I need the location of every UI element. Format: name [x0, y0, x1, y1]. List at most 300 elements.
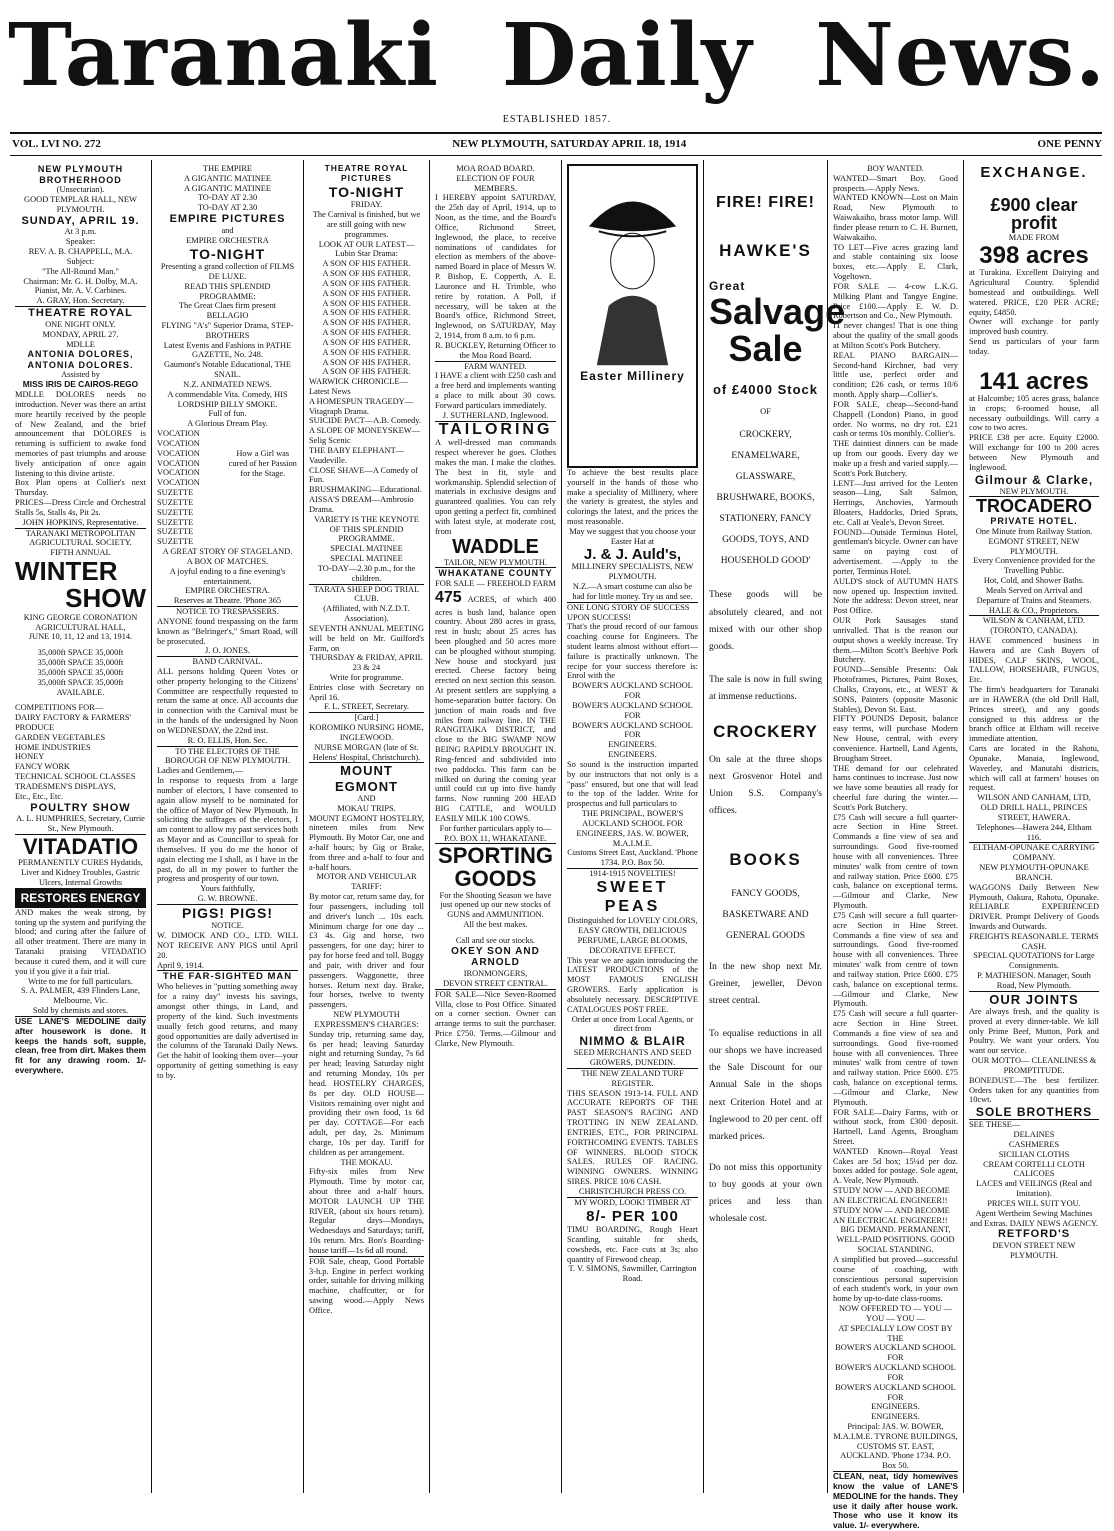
ad-body: Carts are located in the Rahotu, Opunake, Manaia, Inglewood, Waverley, and Manutahi districts, which will call at farmers' houses on request. [969, 744, 1099, 793]
ad-text: NEW PLYMOUTH. [999, 486, 1069, 496]
waddle-heading: WADDLE [452, 535, 539, 558]
classified-ad: FOUND—Outside Terminus Hotel, gentleman's bicycle. Owner can have same on paying cost of advertisement. —Apply to the porter, Terminus Hotel. [833, 527, 958, 576]
ad-heading: THEATRE ROYAL [28, 307, 133, 319]
ad-heading: NOTICE TO TRESPASSERS. [176, 607, 279, 617]
ad-text: MONDAY, APRIL 27. [42, 329, 119, 339]
ad-heading: TO-NIGHT [328, 183, 405, 200]
ad-heading: ANTONIA DOLORES, [27, 349, 134, 360]
ad-text: TARANAKI METROPOLITAN AGRICULTURAL SOCIETY. [25, 528, 136, 548]
classified-ad: WANTED Known—Royal Yeast Cakes are 5d box; 15¼d per doz. boxes added for postage. Sole agent, A. Veale, New Plymouth. [833, 1146, 958, 1186]
ad-text: HALE & CO., Proprietors. [988, 605, 1080, 615]
ad-text: A joyful ending to a fine evening's entertainment. [169, 566, 286, 586]
ad-text: FIFTH ANNUAL [50, 548, 111, 558]
classified-ad: £75 Cash will secure a full quarter-acre Section in Hine Street. Commands a fine view of sea and surroundings. Good five-roomed house with all conveniences. Three minutes' walk from centre of town and railway station. Price £600. £75 cash, balance on exceptional terms.—Gilmour and Clarke, New Plymouth. [833, 910, 958, 1009]
ad-text: F. L. STREET, Secretary. [324, 702, 409, 712]
program-item: AISSA'S DREAM—Ambrosio Drama. [309, 495, 414, 514]
program-item: Full of fun. [208, 409, 247, 419]
gilmour-clarke-heading: Gilmour & Clarke, [974, 472, 1094, 487]
ad-text: FRIDAY. [350, 200, 383, 210]
classified-ad: OUR Pork Sausages stand unrivalled. That is the reason our output shows a weekly increase. Try them.—Milton Scott's Beehive Pork Butchery. [833, 616, 958, 665]
classified-ad: AULD'S stock of AUTUMN HATS now opened up. Inspection invited. Note the address: Devon street, near Post Office. [833, 576, 958, 616]
ad-text: Yours faithfully, [200, 884, 255, 894]
fancy-goods: FANCY GOODS, BASKETWARE AND GENERAL GOODS [722, 889, 809, 941]
vocation-block [157, 429, 298, 547]
study-line: AN ELECTRICAL ENGINEER!! [833, 1215, 948, 1225]
ad-heading: TO-NIGHT [189, 245, 266, 262]
ad-text: Write to me for full particulars. [28, 976, 133, 986]
ad-text: MY WORD, LOOK! TIMBER AT [574, 1197, 691, 1207]
ad-text: May we suggest that you choose your Easter Hat at [569, 526, 696, 546]
vocation-line: VOCATION [157, 468, 200, 478]
ad-text: How a Girl was cured of her Passion for the Stage. [228, 449, 297, 478]
competition-item: HONEY [15, 752, 45, 762]
classified-ad: LENT—Just arrived for the Lenten season—Ling, Salt Salmon, Herrings, Anchovies, Yarmouth Bloaters, Haddocks, Dried Sprats, etc. Call at Veale's, Devon Street. [833, 478, 958, 527]
ad-text: A GREAT STORY OF STAGELAND. [162, 547, 293, 557]
stock-heading: of £4000 Stock [712, 382, 819, 398]
aulds-heading: J. & J. Auld's, [583, 545, 682, 563]
ad-body: AND makes the weak strong, by toning up the system and purifying the blood; and curing after the failure of all other treatment. There are many in Taranaki praising VITADATIO because it cured them, and it will cure you if you give it a fair trial. [15, 907, 146, 976]
program-item: THE BABY ELEPHANT—Vaudeville. [309, 445, 405, 465]
sporting-goods-heading: SPORTING GOODS [438, 843, 553, 892]
ad-body: USE LANE'S MEDOLINE daily after housework is done. It keeps the hands soft, supple, clean, free from dirt. Makes them fit for any drawing room. 1/- everywhere. [15, 1015, 146, 1075]
ad-text: 1914-1915 NOVELTIES! [589, 869, 676, 879]
ad-body: I HAVE a client with £250 cash and a free herd and implements wanting a place to milk about 30 cows. Forward particulars immediately. [435, 371, 556, 410]
ad-body: PRICES—Dress Circle and Orchestral Stalls 5s, Stalls 4s, Pit 2s. [15, 498, 146, 517]
ad-text: One Minute from Railway Station. [975, 526, 1093, 536]
ad-text: "The All-Round Man." [42, 266, 119, 276]
ad-text: MISS IRIS DE CAIROS-REGO [22, 379, 139, 390]
ad-heading: MOKAU TRIPS. [337, 803, 396, 813]
ad-text: DEVON STREET CENTRAL. [443, 978, 548, 988]
ad-heading: EMPIRE PICTURES [169, 213, 286, 226]
program-item: BRUSHMAKING—Educational. [309, 485, 422, 495]
ad-text: (Affiliated, with N.Z.D.T. Association). [323, 604, 410, 624]
ad-text: JOHN HOPKINS, Representative. [22, 517, 139, 527]
ad-text: AND [357, 793, 376, 803]
ad-body: CLEAN, neat, tidy homewives know the value of LANE'S MEDOLINE for the hands. They use it daily after house work. Those who use it know its value. 1/- everywhere. [833, 1471, 958, 1531]
ad-body: To achieve the best results place yourself in the hands of those who make a speciality of Millinery, where the variety is greatest, the styles and colorings the latest, and the prices the most reasonable. [567, 468, 698, 527]
fire-heading: FIRE! FIRE! [716, 194, 815, 211]
classified-ad: FIFTY POUNDS Deposit, balance easy terms, will purchase Modern New House, central, with every convenience. Hartnell, Land Agents, Brougham Street. [833, 714, 958, 763]
ad-text: Distinguished for LOVELY COLORS, EASY GROWTH, DELICIOUS PERFUME, LARGE BLOOMS, DECORATIVE EFFECT. [567, 916, 698, 955]
ad-text: G. W. BROWNE. [197, 894, 258, 904]
ad-text: MOTOR AND VEHICULAR TARIFF: [316, 872, 417, 892]
rule [10, 132, 1102, 134]
ad-text: A BOX OF MATCHES. [186, 556, 269, 566]
ad-text: OUR MOTTO— CLEANLINESS & PROMPTITUDE. [971, 1056, 1097, 1075]
ad-body: TIMU BOARDING, Rough Heart Scantling, suitable for sheds, cowsheds, etc. Face cuts at 3s; also quantity of Firewood cheap. [567, 1225, 698, 1264]
ad-text: S. A. PALMER, 439 Flinders Lane, Melbourne, Vic. [20, 986, 141, 1006]
competition-item: GARDEN VEGETABLES [15, 732, 106, 742]
classified-ad: REAL PIANO BARGAIN—Second-hand Kirchner, bad very little use, perfect order and condition; £26 cash, or terms 10/6 month. Apply sharp—Collier's. [833, 350, 958, 400]
son-line: A SON OF HIS FATHER. [322, 328, 411, 338]
vocation-line: VOCATION [157, 478, 200, 488]
ad-text: FOR SALE — FREEHOLD FARM [435, 578, 556, 588]
ad-text: Pianist, Mr. A. V. Carbines. [34, 286, 127, 296]
ad-heading: MOA ROAD BOARD. [456, 164, 535, 173]
ad-body: The firm's headquarters for Taranaki are in HAWERA (the old Drill Hall, Princes street), and any goods consigned to this address or the branch office at Eltham will receive immediate attention. [969, 685, 1099, 744]
ad-text: At 3 p.m. [64, 227, 97, 237]
ad-body: HAVE commenced business in Hawera and are Cash Buyers of HIDES, CALF SKINS, WOOL, TALLOW, HORSEHAIR, FUNGUS, Etc. [969, 635, 1099, 685]
classified-ad: FOR SALE—Dairy Farms, with or without stock, from £300 deposit. Hartnell, Land Agents, Brougham Street. [833, 1107, 958, 1146]
ad-text: THE PRINCIPAL, BOWER'S AUCKLAND SCHOOL FOR ENGINEERS, JAS. W. BOWER, M.A.I.M.E. [576, 809, 689, 848]
matinee-line: TO-DAY AT 2.30 [197, 203, 258, 213]
program-item: Gaumont's Notable Educational, THE SNAIL. [164, 360, 291, 380]
retfords-heading: RETFORD'S [997, 1228, 1071, 1241]
goods-list: CROCKERY, ENAMELWARE, GLASSWARE, BRUSHWARE, BOOKS, STATIONERY, FANCY GOODS, TOYS, AND HOUSEHOLD GOOD' [716, 430, 815, 566]
ad-text: Every Convenience provided for the Travelling Public. [973, 556, 1095, 576]
ad-text: AT SPECIALLY LOW COST BY THE [838, 1323, 953, 1343]
vitadatio-heading: VITADATIO [22, 834, 139, 860]
program-item: Latest Events and Fashions in PATHE GAZETTE, No. 248. [163, 340, 292, 360]
ad-text: GUNS and AMMUNITION. [447, 910, 544, 920]
suzette-line: SUZETTE [157, 527, 194, 537]
pigs-heading: PIGS! PIGS! [181, 904, 274, 921]
suzette-line: SUZETTE [157, 507, 194, 517]
ad-text: Ladies and Gentlemen,— [157, 766, 243, 776]
trocadero-heading: TROCADERO [976, 496, 1092, 517]
bowers-line: BOWER'S AUCKLAND SCHOOL FOR [572, 700, 693, 720]
matinee-line: A GIGANTIC MATINEE [184, 173, 271, 183]
ad-heading: BAND CARNIVAL. [192, 657, 263, 667]
ad-body: W. DIMOCK AND CO., LTD. WILL NOT RECEIVE ANY PIGS until April 20. [157, 931, 298, 960]
ad-text: R. BUCKLEY, Returning Officer to the Moa Road Board. [435, 340, 556, 360]
ad-text: MADE FROM [1008, 233, 1060, 243]
program-item: N.Z. ANIMATED NEWS. [183, 379, 272, 389]
ad-text: R. O. ELLIS, Hon. Sec. [187, 735, 268, 745]
ad-text: VARIETY IS THE KEYNOTE OF THIS SPLENDID PROGRAMME. [314, 514, 419, 544]
profit-heading: £900 clear profit [990, 194, 1078, 234]
ad-body: Owner will exchange for partly improved bush country. [969, 317, 1099, 337]
ad-body: These goods will be absolutely cleared, and not mixed with our other shop goods. [709, 590, 822, 652]
suzette-line: SUZETTE [157, 488, 194, 498]
timber-price: 8/- PER 100 [586, 1207, 679, 1225]
ad-body: THIS SEASON 1913-14. FULL AND ACCURATE REPORTS OF THE PAST SEASON'S RACING AND TROTTING IN NEW ZEALAND. ENTRIES, ETC., FOR PRINCIPAL FORTHCOMING EVENTS. TABLES OF WINNERS. BLOOD STOCK SALES. RULES OF RACING. WINNING OWNERS. WINNING SIRES. PRICE 10/6 CASH. [567, 1088, 698, 1187]
special-line: SPECIAL MATINEE [330, 554, 403, 564]
ad-text: A. L. HUMPHRIES, Secretary, Currie St., New Plymouth. [16, 814, 145, 834]
ad-body: BONEDUST.—The best fertilizer. Orders taken for any quantities from 10cwt. [969, 1075, 1099, 1105]
ad-body: A well-dressed man commands respect wherever he goes. Clothes makes the man. I make the clothes. The best in fit, style and workmanship. Splendid selection of materials in exclusive designs and guaranteed qualities. You can rely upon getting a perfect fit, combined with latest style, at moderate cost, from [435, 438, 556, 536]
ad-text: J. SUTHERLAND, Inglewood. [442, 410, 549, 420]
easter-millinery-ad [567, 164, 698, 468]
matinee-line: A GIGANTIC MATINEE [184, 183, 271, 193]
ad-body: at Halcombe; 105 acres grass, balance in crops; 6-roomed house, all necessary outbuildings. Will carry a cow to two acres. [969, 393, 1099, 433]
list-item: DELAINES [1013, 1130, 1055, 1140]
ad-text: (Unsectarian). [56, 185, 105, 195]
bowers-line: ENGINEERS. [608, 740, 657, 750]
ad-text: NEW PLYMOUTH EXPRESSMEN'S CHARGES: [314, 1010, 419, 1029]
classified-ad: FOR SALE — 4-cow L.K.G. Milking Plant and Tangye Engine. Price £100.—Apply E. W. D. Robertson and Co., New Plymouth. [833, 281, 958, 321]
space-line: 35,000ft SPACE 35,000ft [37, 667, 124, 677]
column-2 [152, 160, 304, 1493]
ad-heading: POULTRY SHOW [30, 801, 131, 814]
ad-text: LOOK AT OUR LATEST— [318, 239, 415, 249]
classified-ad: THE demand for our celebrated hams continues to increase. Just now we have some beauties all ready for cheerful fare during the winter.—Scott's Pork Butchery. [833, 763, 958, 812]
ad-text: KING GEORGE CORONATION AGRICULTURAL HALL, [23, 612, 138, 632]
masthead-word: Daily [501, 5, 753, 106]
son-line: A SON OF HIS FATHER. [322, 269, 411, 279]
list-item: CREAM CORTELLI CLOTH [983, 1159, 1085, 1169]
ad-text: The Carnival is finished, but we are still going with new programmes. [312, 210, 421, 239]
sale-heading: Sale [728, 328, 803, 370]
list-item: LACES and VEILINGS (Real and Imitation). [976, 1179, 1092, 1199]
ad-text: J. O. JONES. [205, 646, 250, 656]
ad-text: P. MATHIESON. Manager, South Road, New Plymouth. [977, 971, 1091, 990]
ad-heading: ONE LONG STORY OF SUCCESS UPON SUCCESS! [567, 602, 690, 622]
acres-398-heading: 398 acres [979, 242, 1089, 270]
acres-141-heading: 141 acres [979, 367, 1089, 395]
bowers-line: ENGINEERS. [608, 750, 657, 760]
ad-text: Write for programme. [329, 673, 404, 682]
ad-text: BIG DEMAND. PERMANENT, WELL-PAID POSITIONS. GOOD SOCIAL STANDING. [836, 1225, 955, 1255]
competition-item: TRADESMEN'S DISPLAYS, [15, 781, 116, 791]
ad-text: For the Shooting Season we have just opened up our new stocks of [439, 890, 552, 910]
ad-text: Meals Served on Arrival and Departure of Trains and Steamers. [976, 585, 1092, 605]
bowers-line: BOWER'S AUCKLAND SCHOOL FOR [572, 681, 693, 701]
ad-heading: PRIVATE HOTEL. [990, 516, 1078, 527]
ad-body-text: ACRES, of which 400 acres is bush land, balance open country. About 280 acres in grass, rest in bush; about 25 acres has been ploughed and 50 acres more can be ploughed without stumping. New house and stockyard just erected. Cheese factory being erected on next section this season. At present settlers are supplying a home-separation butter factory. On junction of main roads and five miles from railway line. IN THE RANGITAIKA DISTRICT, and close to the BIG SWAMP NOW BEING RAPIDLY BROUGHT IN. Ring-fenced and subdivided into two paddocks. This farm can be milked on during the coming year until could cut up into five handy farms. Now running 200 HEAD BIG CATTLE, and WOULD EASILY MILK 100 COWS. [435, 594, 556, 823]
ad-heading: WILSON & CANHAM, LTD. (TORONTO, CANADA). [982, 616, 1086, 636]
ad-text: PERMANENTLY CURES Hydatids, Liver and Kidney Troubles, Gastric Ulcers, Internal Growths [18, 858, 143, 887]
ad-body: WAGGONS Daily Between New Plymouth, Oakura, Rahotu, Opunake. RELIABLE EXPERIENCED DRIVER. Prompt Delivery of Goods Inwards and Outwards. [969, 882, 1099, 931]
ad-text: Speaker: [65, 237, 96, 247]
program-item: A HOMESPUN TRAGEDY—Vitagraph Drama. [309, 396, 414, 416]
ad-body: The sale is now in full swing at immense reductions. [709, 674, 822, 702]
ad-heading: SUNDAY, APRIL 19. [21, 214, 140, 227]
ad-body: I HEREBY appoint SATURDAY, the 25th day of April, 1914, up to Noon, as the time, and the Board's Office, Richmond Street, Inglewood, the place, to receive nominations of candidates for election as members of the above-named Board in place of Messrs W. P. Bishop, E. Copperth, A. E. Lauronce and H. Trimble, who retire by rotation. A Poll, if necessary, will be taken at the Board's office, Richmond Street, Inglewood, on SATURDAY, May 2, 1914, from 8 a.m. to 6 p.m. [435, 193, 556, 341]
ad-heading: KOROMIKO NURSING HOME, INGLEWOOD. [309, 723, 424, 742]
list-item: SICILIAN CLOTHS [998, 1149, 1070, 1159]
classified-ad: FOUND—Sensible Presents: Oak Photoframes, Pictures, Paint Boxes, Chalks, Crayons, etc., at WEST & SONS, Painters (opposite Masonic Stables), Devon St. East. [833, 665, 958, 714]
ad-text: COMPETITIONS FOR— [15, 703, 104, 713]
ad-body: Are always fresh, and the quality is proved at every dinner-table. We kill only Prime Beef, Mutton, Pork and Poultry. We want your orders. You want our service. [969, 1007, 1099, 1056]
ad-body: In the new shop next Mr. Greiner, jeweller, Devon street central. [709, 961, 822, 1007]
great-heading: Great [709, 278, 746, 293]
ad-text: MILLINERY SPECIALISTS, NEW PLYMOUTH. [571, 562, 694, 582]
ad-text: REV. A. B. CHAPPELL, M.A. [28, 247, 133, 257]
ad-body: FOR SALE—Nice Seven-Roomed Villa, close to Post Office. Situated on a corner section. Owner can arrange terms to suit the purchaser. Price £750. Terms.—Gilmour and Clarke, New Plymouth. [435, 989, 556, 1048]
classified-ad: FOR SALE, cheap—Second-hand Chappell (London) Piano, in good order. No worms, no dry rot. £21 cash or terms 10s monthly. Collier's. [833, 399, 958, 439]
classified-ad: IT never changes! That is one thing about the quality of the small goods at Milton Scott's Pork Butchery. [833, 321, 958, 350]
ad-text: A. GRAY, Hon. Secretary. [36, 296, 125, 306]
ad-heading: TO THE ELECTORS OF THE BOROUGH OF NEW PLYMOUTH. [164, 746, 291, 766]
bowers-line: ENGINEERS. [871, 1402, 920, 1412]
list-item: CASHMERES [1008, 1139, 1060, 1149]
ad-body: Do not miss this opportunity to buy goods at your own prices and less than wholesale cost. [709, 1162, 822, 1225]
ad-body: Box Plan opens at Collier's next Thursday. [15, 478, 146, 498]
ad-body: On sale at the three shops next Grosvenor Hotel and Union S.S. Company's offices. [709, 754, 822, 817]
column-6 [704, 160, 846, 1493]
classified-ad: £75 Cash will secure a full quarter-acre Section in Hine Street. Commands a fine view of sea and surroundings. Good five-roomed house with all conveniences. Three minutes' walk from centre of town and railway station. Price £600. £75 cash, balance on exceptional terms.—Gilmour and Clarke, New Plymouth. [833, 1009, 958, 1107]
list-item: CALICOES [1013, 1169, 1055, 1179]
program-item: A commendable Vita. Comedy, HIS LORDSHIP BILLY SMOKE. [167, 389, 288, 409]
dateline [12, 138, 1102, 150]
ad-body: So sound is the instruction imparted by our instructors that not only is a "pass" ensured, but one that will lead to the top of the ladder. Write for prospectus and full particulars to [567, 759, 698, 809]
son-line: A SON OF HIS FATHER. [322, 318, 411, 328]
ad-heading: OKEY SON AND ARNOLD [451, 945, 540, 969]
ad-heading: TARATA SHEEP DOG TRIAL CLUB. [313, 584, 420, 604]
ad-heading: ANTONIA DOLORES. [27, 359, 134, 370]
ad-text: CHRISTCHURCH PRESS CO. [578, 1186, 687, 1196]
acre-count: 475 [435, 588, 462, 606]
son-line: A SON OF HIS FATHER. [322, 347, 411, 357]
ad-heading: THEATRE ROYAL PICTURES [324, 163, 409, 183]
ad-text: Subject: [66, 256, 95, 266]
bowers-line: BOWER'S AUCKLAND SCHOOL FOR [572, 720, 693, 740]
ad-text: Order at once from Local Agents, or direct from [571, 1014, 694, 1034]
ad-body: A simplified but proved—successful course of coaching, with conscientious personal supervision of each student's work, in your own home by up-to-date class-rooms. [833, 1254, 958, 1304]
program-item: WARWICK CHRONICLE—Latest News [309, 377, 408, 396]
ad-body: FOR Sale, cheap, Good Portable 3-h.p. Engine in perfect working order, suitable for driving milking machine, chaffcutter, or for sawing wood.—Apply News Office. [309, 1256, 424, 1315]
ad-heading: FARM WANTED. [464, 361, 527, 371]
ad-body [435, 589, 556, 824]
issue-date: NEW PLYMOUTH, SATURDAY APRIL 18, 1914 [452, 138, 687, 150]
ad-text: READ THIS SPLENDID PROGRAMME: [184, 281, 271, 301]
masthead-word: News. [815, 5, 1106, 106]
column-5 [562, 160, 704, 1493]
ad-text: TO-DAY—2.30 p.m., for the children. [317, 563, 416, 583]
son-line: A SON OF HIS FATHER. [322, 367, 411, 377]
ad-body: This year we are again introducing the LATEST PRODUCTIONS of the MOST FAMOUS ENGLISH GROWERS. Early application is absolutely necessary. DESCRIPTIVE CATALOGUES POST FREE. [567, 955, 698, 1014]
ad-text: N.Z.—A smart costume can also be had for little money. Try us and see. [572, 582, 693, 601]
ad-text: GOOD TEMPLAR HALL, NEW PLYMOUTH. [24, 194, 137, 214]
son-line: A SON OF HIS FATHER. [322, 259, 411, 269]
ad-body: MOUNT EGMONT HOSTELRY, nineteen miles from New Plymouth. By Motor Car, one and a-half hours; by Gig or Brake, from three and a-half to four and a-half hours. [309, 813, 424, 872]
ad-text: Hot, Cold, and Shower Baths. [983, 576, 1085, 586]
ad-text: Chairman: Mr. G. H. Dolby, M.A. [23, 276, 138, 286]
space-line: 35,000ft SPACE 35,000ft [37, 658, 124, 668]
ad-text: AVAILABLE. [56, 687, 105, 697]
classified-ad: TO LET—Five acres grazing land and stable containing six loose boxes, etc.—Apply E. Clark, Vogeltown. [833, 242, 958, 282]
ad-text: Call and see our stocks. [455, 935, 536, 945]
ad-body: at Turakina. Excellent Dairying and Agricultural Country. Splendid homestead and outbuildings. Well watered. PRICE, £20 PER ACRE; equity, £4850. [969, 268, 1099, 317]
program-item: FLYING "A's" Superior Drama, STEP-BROTHERS [161, 321, 294, 340]
columns [10, 160, 1104, 1531]
program-item: The Great Claes firm present BELLAGIO [178, 301, 277, 321]
program-item: A SLOPE OF MONEYSKEW—Selig Scenic [309, 426, 420, 446]
ad-body: MDLLE DOLORES needs no introduction. Never was there an artist more heartily received by the people of New Zealand, and the brief announcement that DOLORES is returning is sufficient to awake fond memories of past triumphs and arouse lively anticipation of once again listening to this divine artiste. [15, 390, 146, 478]
ad-heading: SEE THESE— [969, 1120, 1021, 1130]
ad-text: ONE NIGHT ONLY. [45, 319, 116, 329]
mount-egmont-heading: MOUNT EGMONT [334, 763, 399, 794]
ad-heading: WHAKATANE COUNTY [438, 568, 553, 579]
vocation-line: VOCATION [157, 458, 200, 468]
ad-text: ELECTION OF FOUR MEMBERS. [456, 173, 535, 193]
ad-text: For further particulars apply to— P.O. BOX 11, WHAKATANE. [439, 823, 552, 843]
ad-text: OF [760, 407, 771, 417]
column-4 [430, 160, 562, 1493]
winter-heading: WINTER [15, 556, 118, 587]
rule [10, 155, 1102, 156]
bowers-line: BOWER'S AUCKLAND SCHOOL FOR [835, 1343, 956, 1363]
classified-ad: WANTED—Smart Boy. Good prospects.—Apply News. [833, 173, 958, 193]
special-line: SPECIAL MATINEE [330, 544, 403, 554]
ad-text: DEVON STREET NEW PLYMOUTH. [992, 1241, 1076, 1261]
ad-text: Reserves at Theatre. 'Phone 365 [173, 596, 282, 606]
column-8 [964, 160, 1104, 1493]
ad-text: EGMONT STREET, NEW PLYMOUTH. [988, 536, 1080, 556]
ad-text: All the best makes. [463, 920, 528, 930]
ad-body: ALL persons holding Queen Votes or other property belonging to the Citizens' Committee are respectfully requested to return the same at once. All accounts due in connection with the Carnival must be in the hands of the undersigned by Noon on WEDNESDAY, the 22nd inst. [157, 666, 298, 735]
ad-heading: NEW PLYMOUTH BROTHERHOOD [37, 164, 124, 185]
ad-text: IRONMONGERS, [463, 969, 528, 979]
established-line: ESTABLISHED 1857. [502, 114, 612, 125]
ad-text: FREIGHTS REASONABLE. TERMS CASH. [969, 931, 1099, 951]
classified-ad: £75 Cash will secure a full quarter-acre Section in Hine Street. Commands a fine view of sea and surroundings. Good five-roomed house with all conveniences. Three minutes' walk from centre of town and railway station. Price £600. £75 cash, balance on exceptional terms.—Gilmour and Clarke, New Plymouth. [833, 812, 958, 911]
ad-body: To equalise reductions in all our shops we have increased the Sale Discount for our Annual Sale in the shops next Criterion Hotel and at Inglewood to 20 per cent. off marked prices. [709, 1029, 822, 1142]
bowers-line: BOWER'S AUCKLAND SCHOOL FOR [835, 1382, 956, 1402]
program-item: CLOSE SHAVE—A Comedy of Fun. [309, 465, 418, 485]
price: ONE PENNY [1037, 138, 1102, 150]
son-line: A SON OF HIS FATHER. [322, 357, 411, 367]
classified-ad: THE daintiest dinners can be made up from our goods. Every day we make up a fresh and varied supply.—Scott's Pork Butchery. [833, 439, 958, 478]
study-line: STUDY NOW — AND BECOME [833, 1186, 950, 1196]
volume-number: VOL. LVI NO. 272 [12, 138, 101, 150]
classified-ad: WANTED KNOWN—Lost on Main Road, New Plymouth to Waiwakaiho, brass motor lamp. Will finder please return to C. H. Burnett, Waiwakaiho. [833, 193, 958, 242]
vocation-line: VOCATION [157, 448, 200, 458]
study-line: AN ELECTRICAL ENGINEER!! [833, 1195, 948, 1205]
ad-body: Sunday trip, returning same day, 6s per head; leaving Saturday night and returning Sunday, 7s 6d per head; leaving Saturday night and returning Monday, 10s per head. HOSTELRY CHARGES, 8s per day. OLD HOUSE—Visitors remaining over night and providing their own food, 1s 6d per day. COTTAGE—For each adult, per day, 2s. Minimum charge, 10s per day. Tariff for children as per arrangement. [309, 1029, 424, 1157]
ad-text: EMPIRE ORCHESTRA. [185, 586, 270, 596]
ad-body: ANYONE found trespassing on the farm known as "Belringer's," Smart Road, will be prosecuted. [157, 616, 298, 646]
ad-heading: BOY WANTED. [867, 164, 924, 173]
ad-body: Send us particulars of your farm today. [969, 337, 1099, 356]
son-line: A SON OF HIS FATHER. [322, 298, 411, 308]
ad-body: PRICE £38 per acre. Equity £2000. Will exchange for 100 to 200 acres between New Plymouth and Inglewood. [969, 433, 1099, 472]
tailoring-heading: TAILORING [438, 420, 553, 438]
ad-heading: ELTHAM-OPUNAKE CARRYING COMPANY. [972, 843, 1096, 863]
son-line: A SON OF HIS FATHER. [322, 337, 411, 347]
masthead [8, 0, 1106, 112]
books-heading: BOOKS [729, 850, 802, 870]
ad-text: THURSDAY & FRIDAY, APRIL 23 & 24 [310, 653, 423, 673]
son-line: A SON OF HIS FATHER. [322, 308, 411, 318]
competition-item: HOME INDUSTRIES [15, 742, 91, 752]
space-line: 35,000ft SPACE 35,000ft [37, 677, 124, 687]
study-line: STUDY NOW — AND BECOME [833, 1205, 950, 1215]
column-3 [304, 160, 430, 1493]
competition-item: TECHNICAL SCHOOL CLASSES [15, 772, 136, 782]
ad-text: Agent Wertheim Sewing Machines and Extras. DAILY NEWS AGENCY. [969, 1208, 1099, 1228]
ad-text: THE MOKAU. [340, 1157, 393, 1167]
ad-text: Customs Street East, Auckland. 'Phone 1734. P.O. Box 50. [567, 848, 698, 868]
matinee-line: TO-DAY AT 2.30 [197, 193, 258, 203]
ad-text: JUNE 10, 11, 12 and 13, 1914. [28, 632, 133, 642]
easter-millinery-heading: Easter Millinery [580, 368, 685, 383]
salvage-heading: Salvage [709, 290, 846, 332]
hawkes-heading: HAWKE'S [719, 240, 812, 260]
competition-item: Etc., Etc., Etc. [15, 791, 64, 801]
son-line: A SON OF HIS FATHER. [322, 288, 411, 298]
ad-body: Fifty-six miles from New Plymouth. Time by motor car, about three and a-half hours. MOTOR LAUNCH UP THE RIVER, (about six hours return). Regular days—Mondays, Wednesdays and Saturdays; tariff, 10s return. Mrs. Bon's Boarding-house tariff—1s 6d all round. [309, 1167, 424, 1255]
ad-text: Lubin Star Drama: [335, 249, 398, 259]
ad-text: SEED MERCHANTS AND SEED GROWERS, DUNEDIN. [573, 1048, 692, 1068]
show-heading: SHOW [65, 583, 146, 614]
nimmo-blair-heading: NIMMO & BLAIR [579, 1034, 686, 1049]
column-1 [10, 160, 152, 1493]
ad-text: NOTICE. [211, 921, 244, 931]
ad-body: By motor car, return same day, for four passengers, including toll and driver's lunch ... 10s each. Minimum charge for one day ... £3 4s. Gig and horse, two passengers, for one day; hirer to pay for horse feed and toll. Buggy and pair, with driver and four passengers. Waggonette, three horses. Return next day. Brake, four horses, twelve to twenty passengers. [309, 892, 424, 1010]
ad-text: NURSE MORGAN (late of St. Helens' Hospital, Christchurch). [312, 742, 421, 762]
vocation-line: VOCATION [157, 429, 200, 439]
ad-body: Who believes in "putting something away for a rainy day" invests his savings, amongst other things, in Land, and property of the kind. Such investments usually fetch good returns, and many good opportunities are daily advertised in the columns of the Taranaki Daily News. Get the habit of looking them over—your opportunity of getting something is easy to by. [157, 982, 298, 1080]
space-line: 35,000ft SPACE 35,000ft [37, 648, 124, 658]
vocation-line: VOCATION [157, 438, 200, 448]
ad-text: Principal: JAS. W. BOWER, M.A.I.M.E. TYRONE BUILDINGS, CUSTOMS ST. EAST, AUCKLAND. 'Phone 1734. P.O. Box 50. [833, 1422, 958, 1471]
our-joints-heading: OUR JOINTS [989, 991, 1079, 1007]
program-item: A Glorious Dream Play. [187, 419, 268, 429]
ad-text: MDLLE [66, 339, 95, 349]
